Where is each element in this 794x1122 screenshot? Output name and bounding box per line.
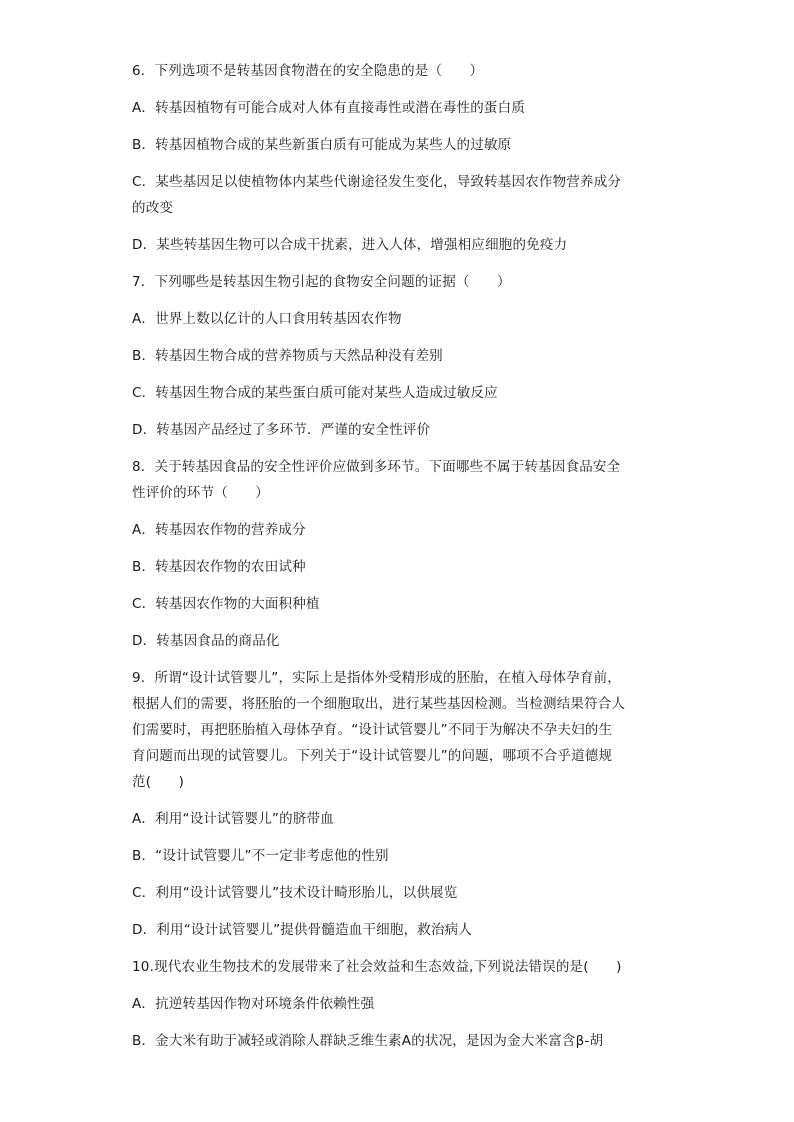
question-stem: 7．下列哪些是转基因生物引起的食物安全问题的证据（ ） <box>132 274 511 290</box>
option-d: D．利用“设计试管婴儿”提供骨髓造血干细胞，救治病人 <box>132 922 473 938</box>
question-7 <box>132 269 662 454</box>
option-c-continued: 的改变 <box>132 200 174 216</box>
option-d: D．转基因食品的商品化 <box>132 633 280 649</box>
option-c: C．转基因生物合成的某些蛋白质可能对某些人造成过敏反应 <box>132 385 498 401</box>
option-a: A．转基因农作物的营养成分 <box>132 522 306 538</box>
option-c: C．利用“设计试管婴儿”技术设计畸形胎儿，以供展览 <box>132 885 458 901</box>
option-d: D．转基因产品经过了多环节．严谨的安全性评价 <box>132 422 431 438</box>
question-stem-continued: 育问题而出现的试管婴儿。下列关于“设计试管婴儿”的问题，哪项不合乎道德规 <box>132 748 613 764</box>
option-a: A．世界上数以亿计的人口食用转基因农作物 <box>132 311 402 327</box>
question-stem-continued: 范( ) <box>132 774 185 790</box>
question-stem: 8．关于转基因食品的安全性评价应做到多环节。下面哪些不属于转基因食品安全 <box>132 459 621 475</box>
option-b: B．转基因植物合成的某些新蛋白质有可能成为某些人的过敏原 <box>132 137 512 153</box>
question-stem: 9．所谓“设计试管婴儿”，实际上是指体外受精形成的胚胎，在植入母体孕育前， <box>132 670 621 686</box>
option-b: B．转基因农作物的农田试种 <box>132 559 306 575</box>
question-9 <box>132 665 662 954</box>
question-8 <box>132 454 662 665</box>
document-page <box>132 58 662 1054</box>
option-b: B．金大米有助于减轻或消除人群缺乏维生素A的状况，是因为金大米富含β-胡 <box>132 1033 604 1049</box>
question-stem-continued: 们需要时，再把胚胎植入母体孕育。“设计试管婴儿”不同于为解决不孕夫妇的生 <box>132 722 613 738</box>
option-c: C．转基因农作物的大面积种植 <box>132 596 320 612</box>
option-a: A．抗逆转基因作物对环境条件依赖性强 <box>132 996 375 1012</box>
option-b: B．转基因生物合成的营养物质与天然品种没有差别 <box>132 348 443 364</box>
question-stem-continued: 性评价的环节（ ） <box>132 485 269 501</box>
question-stem: 6．下列选项不是转基因食物潜在的安全隐患的是（ ） <box>132 63 484 79</box>
option-b: B．“设计试管婴儿”不一定非考虑他的性别 <box>132 848 389 864</box>
question-stem-continued: 根据人们的需要，将胚胎的一个细胞取出，进行某些基因检测。当检测结果符合人 <box>132 696 626 712</box>
question-6 <box>132 58 662 269</box>
option-d: D．某些转基因生物可以合成干扰素，进入人体，增强相应细胞的免疫力 <box>132 237 568 253</box>
option-a: A．利用“设计试管婴儿”的脐带血 <box>132 811 334 827</box>
option-c: C．某些基因足以使植物体内某些代谢途径发生变化，导致转基因农作物营养成分 <box>132 174 622 190</box>
option-a: A．转基因植物有可能合成对人体有直接毒性或潜在毒性的蛋白质 <box>132 100 526 116</box>
question-10 <box>132 954 662 1054</box>
question-stem: 10.现代农业生物技术的发展带来了社会效益和生态效益,下列说法错误的是( ) <box>132 959 622 975</box>
